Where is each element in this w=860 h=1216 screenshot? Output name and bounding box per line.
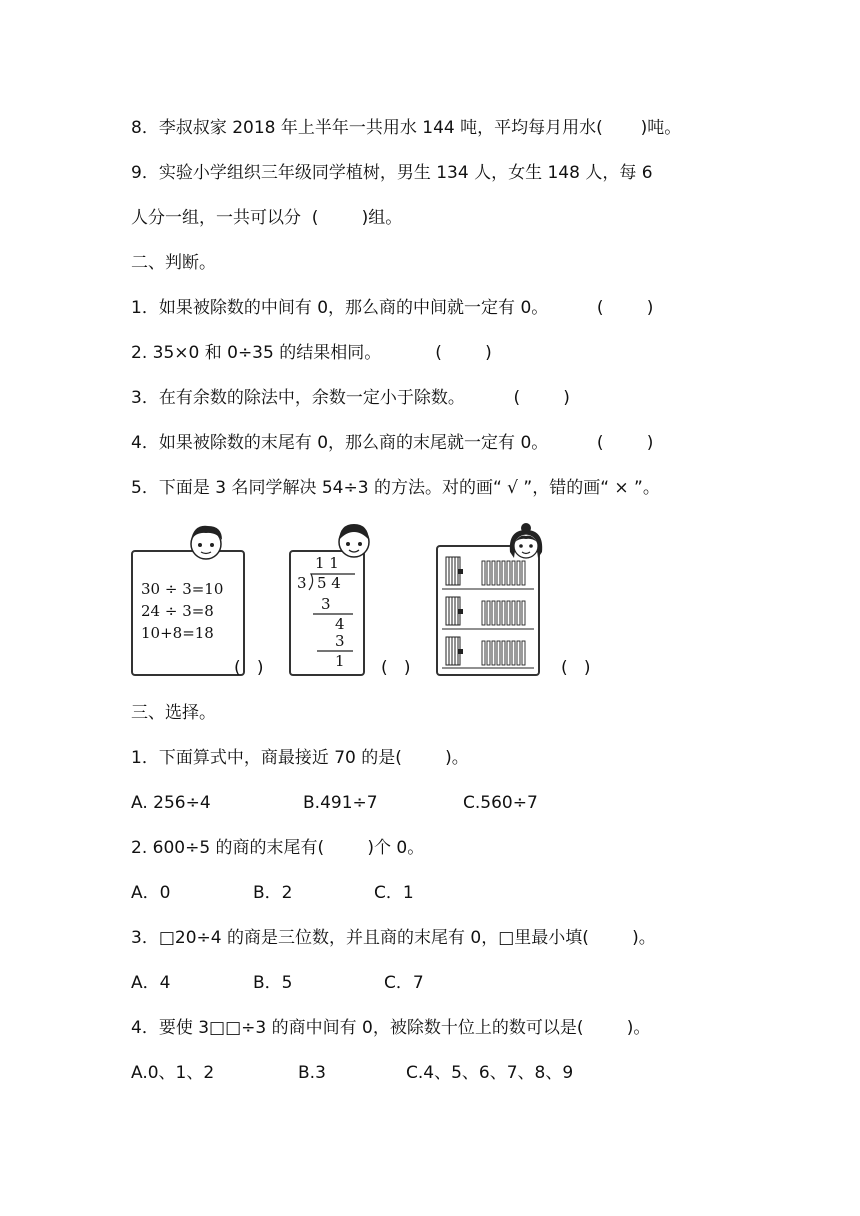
- section-2-heading: 二、判断。: [131, 253, 216, 273]
- bundles-and-sticks-icon: [438, 547, 538, 674]
- card1-line1: 30 ÷ 3=10: [141, 580, 224, 598]
- card2-step3: 3: [335, 632, 345, 650]
- card2-step2: 4: [335, 615, 345, 633]
- judge-5: 5．下面是 3 名同学解决 54÷3 的方法。对的画“ √ ”，错的画“ × ”。: [131, 478, 660, 498]
- card2-remainder: 1: [335, 652, 345, 670]
- card2-divisor: 3: [297, 574, 307, 592]
- choice-3-option-b[interactable]: B．5: [253, 973, 293, 993]
- choice-2: 2. 600÷5 的商的末尾有( )个 0。: [131, 838, 425, 858]
- choice-4: 4．要使 3□□÷3 的商中间有 0，被除数十位上的数可以是( )。: [131, 1018, 651, 1038]
- judge-3: 3．在有余数的除法中，余数一定小于除数。 ( ): [131, 388, 570, 408]
- judge-1: 1．如果被除数的中间有 0，那么商的中间就一定有 0。 ( ): [131, 298, 654, 318]
- choice-2-option-c[interactable]: C．1: [374, 883, 414, 903]
- choice-4-option-c[interactable]: C.4、5、6、7、8、9: [406, 1063, 574, 1083]
- girl-face-icon: [506, 518, 546, 564]
- method-card-3: [436, 545, 540, 676]
- question-9-line2: 人分一组，一共可以分 ( )组。: [131, 208, 403, 228]
- choice-2-option-b[interactable]: B．2: [253, 883, 293, 903]
- choice-4-option-b[interactable]: B.3: [298, 1063, 326, 1083]
- choice-3: 3．□20÷4 的商是三位数，并且商的末尾有 0，□里最小填( )。: [131, 928, 656, 948]
- judge-2: 2. 35×0 和 0÷35 的结果相同。 ( ): [131, 343, 492, 363]
- choice-1-option-b[interactable]: B.491÷7: [303, 793, 378, 813]
- card1-line3: 10+8=18: [141, 624, 214, 642]
- card2-dividend: 5 4: [317, 574, 341, 592]
- answer-blank-2[interactable]: ( ): [381, 658, 411, 678]
- boy-face-icon: [186, 520, 226, 562]
- method-card-2: [289, 550, 365, 676]
- judge-4: 4．如果被除数的末尾有 0，那么商的末尾就一定有 0。 ( ): [131, 433, 654, 453]
- long-division-lines: [291, 552, 363, 674]
- answer-blank-3[interactable]: ( ): [561, 658, 591, 678]
- choice-2-option-a[interactable]: A．0: [131, 883, 171, 903]
- choice-1-option-a[interactable]: A. 256÷4: [131, 793, 211, 813]
- method-card-1: [131, 550, 245, 676]
- choice-1-option-c[interactable]: C.560÷7: [463, 793, 538, 813]
- card1-line2: 24 ÷ 3=8: [141, 602, 214, 620]
- card2-quotient: 1 1: [315, 554, 339, 572]
- card2-step1: 3: [321, 595, 331, 613]
- choice-3-option-a[interactable]: A．4: [131, 973, 171, 993]
- answer-blank-1[interactable]: ( ): [234, 658, 264, 678]
- choice-3-option-c[interactable]: C．7: [384, 973, 424, 993]
- question-8: 8．李叔叔家 2018 年上半年一共用水 144 吨，平均每月用水( )吨。: [131, 118, 682, 138]
- choice-1: 1．下面算式中，商最接近 70 的是( )。: [131, 748, 469, 768]
- choice-4-option-a[interactable]: A.0、1、2: [131, 1063, 215, 1083]
- question-9-line1: 9．实验小学组织三年级同学植树，男生 134 人，女生 148 人，每 6: [131, 163, 653, 183]
- boy-face-icon-2: [334, 518, 374, 560]
- section-3-heading: 三、选择。: [131, 703, 216, 723]
